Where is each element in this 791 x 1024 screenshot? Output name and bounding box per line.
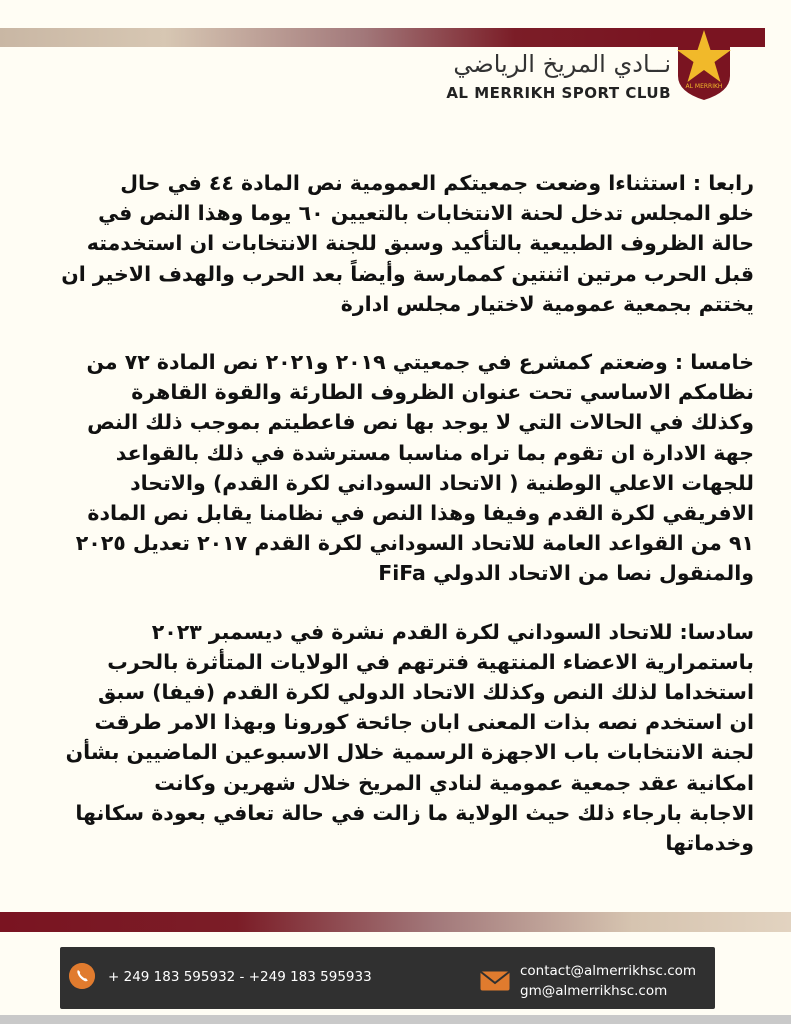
text-line: وخدماتها [665, 831, 754, 856]
club-logo-icon [672, 30, 736, 102]
text-line: حالة الظروف الطبيعية بالتأكيد وسبق للجنة الانتخابات ان استخدمته [86, 231, 754, 256]
email-gm[interactable]: gm@almerrikhsc.com [520, 983, 668, 999]
text-line: للجهات الاعلي الوطنية ( الاتحاد السوداني لكرة القدم) والاتحاد [130, 470, 754, 495]
mail-icon [480, 971, 510, 991]
text-line: نظامكم الاساسي تحت عنوان الظروف الطارئة والقوة القاهرة [131, 380, 754, 405]
club-name-english: AL MERRIKH SPORT CLUB [446, 84, 671, 102]
phone-icon [69, 963, 95, 989]
text-line: سادسا: للاتحاد السوداني لكرة القدم نشرة في ديسمبر ٢٠٢٣ [151, 619, 754, 644]
paragraph-fourth [38, 168, 754, 319]
text-line: والمنقول نصا من الاتحاد الدولي FiFa [378, 561, 754, 586]
email-contact[interactable]: contact@almerrikhsc.com [520, 963, 697, 979]
text-line: لجنة الانتخابات باب الاجهزة الرسمية خلال الاسبوعين الماضيين بشأن [65, 740, 754, 765]
club-name-arabic: نــادي المريخ الرياضي [453, 50, 671, 78]
text-line: ان استخدم نصه بذات المعنى ابان جائحة كورونا وبهذا الامر طرقت [94, 710, 754, 735]
text-line: الاجابة بارجاء ذلك حيث الولاية ما زالت في حالة تعافي بعودة سكانها [75, 800, 754, 825]
header-band [0, 28, 660, 47]
page-bottom-edge [0, 1015, 791, 1024]
paragraph-fifth [38, 347, 754, 589]
text-line: خلو المجلس تدخل لحنة الانتخابات بالتعيين ٦٠ يوما وهذا النص في [98, 201, 754, 226]
paragraph-sixth [38, 617, 754, 859]
footer-band [0, 912, 791, 932]
text-line: يختتم بجمعية عمومية لاختيار مجلس ادارة [340, 291, 754, 316]
text-line: امكانية عقد جمعية عمومية لنادي المريخ خلال شهرين وكانت [154, 770, 754, 795]
text-line: وكذلك في الحالات التي لا يوجد بها نص فاعطيتم بموجب ذلك النص [87, 410, 754, 435]
logo-text: AL MERRIKH [685, 83, 723, 90]
text-line: ٩١ من القواعد العامة للاتحاد السوداني لكرة القدم ٢٠١٧ تعديل ٢٠٢٥ [75, 531, 754, 556]
phone-numbers: + 249 183 595932 - +249 183 595933 [108, 969, 372, 985]
text-line: الافريقي لكرة القدم وفيفا وهذا النص في نظامنا يقابل نص المادة [87, 501, 754, 526]
text-line: رابعا : استثناءا وضعت جمعيتكم العمومية نص المادة ٤٤ في حال [120, 171, 754, 195]
text-line: جهة الادارة ان تقوم بما تراه مناسبا مسترشدة في ذلك بالقواعد [115, 440, 754, 465]
text-line: استخداما لذلك النص وكذلك الاتحاد الدولي لكرة القدم (فيفا) سبق [97, 680, 754, 705]
text-line: خامسا : وضعتم كمشرع في جمعيتي ٢٠١٩ و٢٠٢١ نص المادة ٧٢ من [86, 350, 754, 375]
text-line: باستمرارية الاعضاء المنتهية فترتهم في الولايات المتأثرة بالحرب [107, 649, 754, 674]
letter-body [38, 168, 754, 886]
text-line: قبل الحرب مرتين اثنتين كممارسة وأيضاً بعد الحرب والهدف الاخير ان [61, 261, 754, 286]
